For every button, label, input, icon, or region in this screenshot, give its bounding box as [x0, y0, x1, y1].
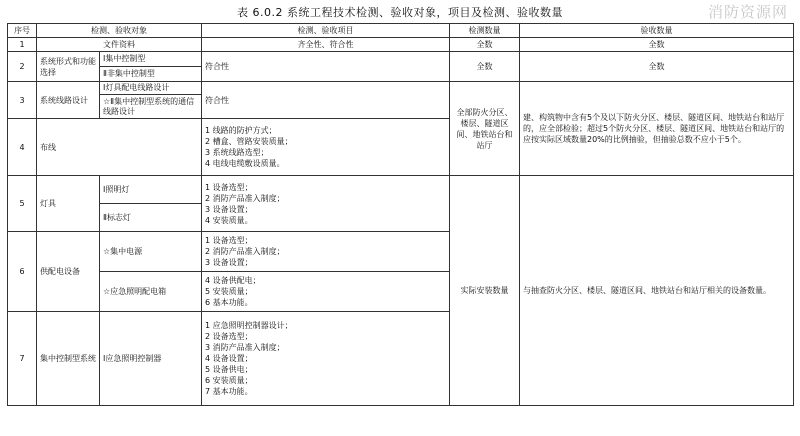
row5-items — [202, 176, 450, 232]
row1-object: 文件资料 — [37, 38, 202, 52]
row5-7-test-qty: 实际安装数量 — [450, 176, 520, 406]
list-item: 2 设备选型； — [205, 332, 253, 341]
row7-items — [202, 312, 450, 406]
table-row — [8, 38, 794, 52]
row2-sub1: Ⅰ集中控制型 — [100, 52, 202, 67]
row2-test-qty: 全数 — [450, 52, 520, 82]
row2-object: 系统形式和功能选择 — [37, 52, 100, 82]
list-item: 1 设备选型； — [205, 236, 253, 245]
row6-seq: 6 — [8, 232, 37, 312]
row2-item: 符合性 — [202, 52, 450, 82]
row3-sub1: Ⅰ灯具配电线路设计 — [100, 82, 202, 95]
row1-test-qty: 全数 — [450, 38, 520, 52]
row6-sub2: ☆应急照明配电箱 — [100, 272, 202, 312]
list-item: 5 安装质量； — [205, 287, 253, 296]
list-item: 2 消防产品准入制度； — [205, 193, 285, 203]
list-item: 3 设备设置； — [205, 204, 253, 214]
list-item: 3 系统线路选型； — [205, 148, 269, 157]
watermark: 消防资源网 — [707, 3, 788, 21]
list-item: 2 消防产品准入制度； — [205, 247, 285, 256]
list-item: 5 设备供电； — [205, 365, 253, 374]
list-item: 1 应急照明控制器设计； — [205, 321, 293, 330]
list-item: 1 线路的防护方式； — [205, 126, 277, 135]
row5-sub1: Ⅰ照明灯 — [100, 176, 202, 204]
list-item: 2 槽盒、管路安装质量； — [205, 137, 293, 146]
row3-seq: 3 — [8, 82, 37, 119]
list-item: 3 设备设置； — [205, 258, 253, 267]
row6-sub1: ☆集中电源 — [100, 232, 202, 272]
row1-seq: 1 — [8, 38, 37, 52]
row5-object: 灯具 — [37, 176, 100, 232]
row7-object: 集中控制型系统 — [37, 312, 100, 406]
header-object: 检测、验收对象 — [37, 24, 202, 38]
row4-seq: 4 — [8, 119, 37, 176]
list-item: 6 基本功能。 — [205, 298, 253, 307]
row3-sub2: ☆Ⅱ集中控制型系统的通信线路设计 — [100, 95, 202, 119]
row5-sub2: Ⅱ标志灯 — [100, 204, 202, 232]
header-accept-qty: 验收数量 — [520, 24, 794, 38]
header-test-qty: 检测数量 — [450, 24, 520, 38]
row2-sub2: Ⅱ非集中控制型 — [100, 67, 202, 82]
row1-item: 齐全性、符合性 — [202, 38, 450, 52]
row6-sub2-items — [202, 272, 450, 312]
row6-object: 供配电设备 — [37, 232, 100, 312]
header-row — [8, 24, 794, 38]
table-row — [8, 176, 794, 204]
table-title: 表 6.0.2 系统工程技术检测、验收对象，项目及检测、验收数量 — [237, 6, 563, 19]
header-seq: 序号 — [8, 24, 37, 38]
list-item: 1 设备选型； — [205, 182, 253, 192]
inspection-table — [7, 23, 794, 406]
row3-4-test-qty: 全部防火分区、楼层、隧道区间、地铁站台和站厅 — [450, 82, 520, 176]
list-item: 6 安装质量； — [205, 376, 253, 385]
table-row — [8, 82, 794, 95]
list-item: 4 设备供配电； — [205, 276, 261, 285]
list-item: 4 设备设置； — [205, 354, 253, 363]
row3-object: 系统线路设计 — [37, 82, 100, 119]
row2-seq: 2 — [8, 52, 37, 82]
row4-object: 布线 — [37, 119, 202, 176]
list-item: 4 安装质量。 — [205, 215, 253, 225]
row7-seq: 7 — [8, 312, 37, 406]
row5-seq: 5 — [8, 176, 37, 232]
list-item: 3 消防产品准入制度； — [205, 343, 285, 352]
row6-sub1-items — [202, 232, 450, 272]
list-item: 4 电线电缆敷设质量。 — [205, 159, 285, 168]
row2-accept-qty: 全数 — [520, 52, 794, 82]
row1-accept-qty: 全数 — [520, 38, 794, 52]
row3-item: 符合性 — [202, 82, 450, 119]
row4-items — [202, 119, 450, 176]
row3-4-accept-qty: 建、构筑物中含有5个及以下防火分区、楼层、隧道区间、地铁站台和站厅的，应全部检验；超过5个防火分区、楼层、隧道区间、地铁站台和站厅的应按实际区域数量20%的比例抽验，但抽验总数不应小于5个。 — [520, 82, 794, 176]
row5-7-accept-qty: 与抽查防火分区、楼层、隧道区间、地铁站台和站厅相关的设备数量。 — [520, 176, 794, 406]
list-item: 7 基本功能。 — [205, 387, 253, 396]
table-row — [8, 52, 794, 67]
row7-sub1: Ⅰ应急照明控制器 — [100, 312, 202, 406]
header-item: 检测、验收项目 — [202, 24, 450, 38]
